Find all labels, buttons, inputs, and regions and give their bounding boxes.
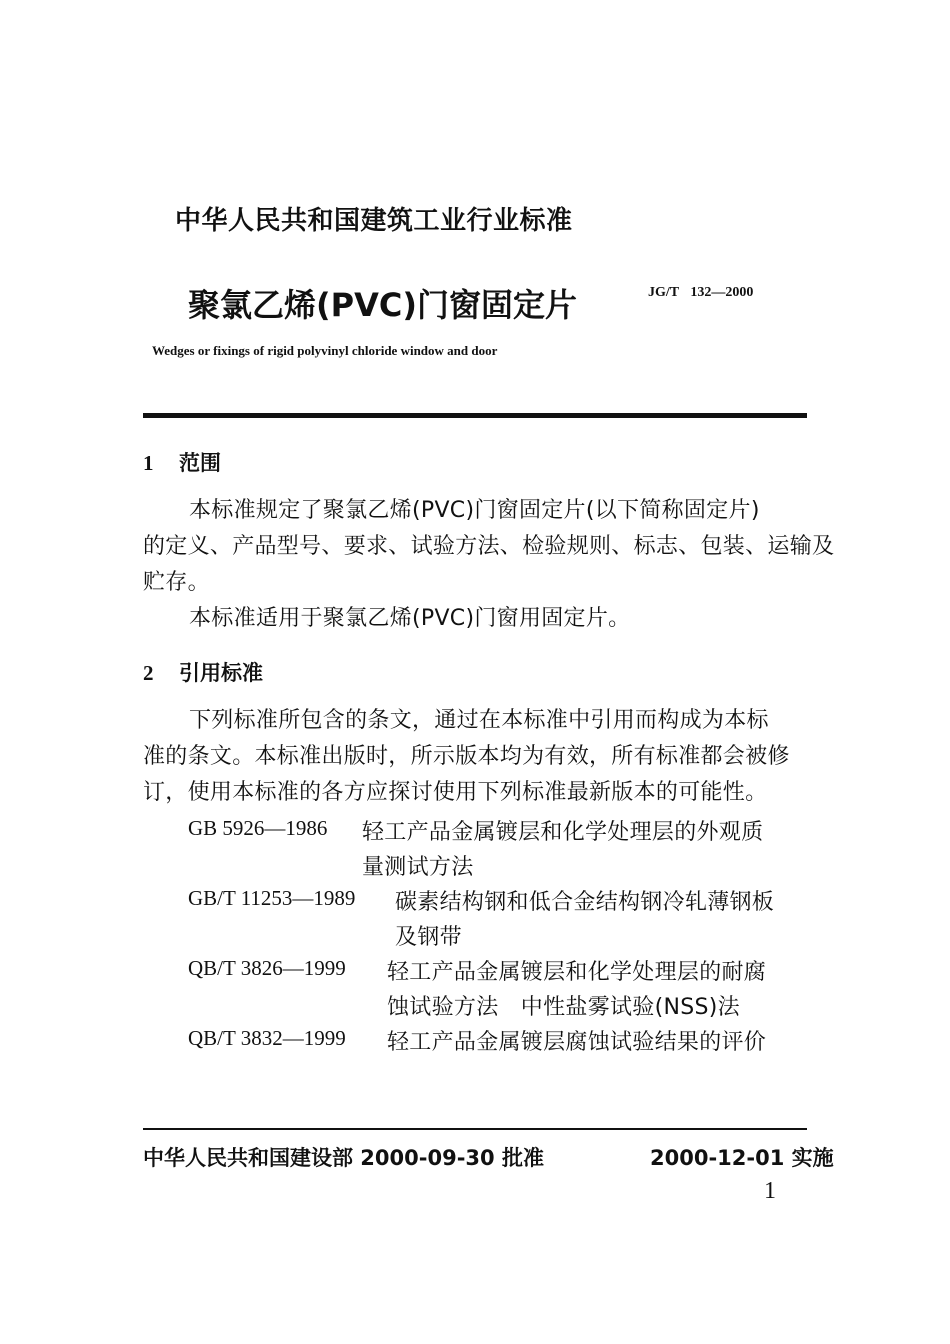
document-title: 聚氯乙烯(PVC)门窗固定片 bbox=[188, 286, 577, 324]
section-2-heading bbox=[143, 657, 263, 687]
reference-code: GB/T 11253—1989 bbox=[188, 886, 356, 910]
reference-title-cont: 蚀试验方法 中性盐雾试验(NSS)法 bbox=[387, 995, 740, 1020]
reference-title: 轻工产品金属镀层和化学处理层的耐腐 bbox=[387, 960, 767, 985]
reference-title-cont: 及钢带 bbox=[395, 925, 462, 950]
approval-statement: 中华人民共和国建设部 2000-09-30 批准 bbox=[143, 1146, 544, 1170]
organization-header: 中华人民共和国建筑工业行业标准 bbox=[175, 206, 573, 236]
section-number: 1 bbox=[143, 451, 154, 475]
reference-title-cont: 量测试方法 bbox=[362, 855, 474, 880]
section-1-heading bbox=[143, 447, 221, 477]
implementation-date: 2000-12-01 实施 bbox=[650, 1146, 834, 1170]
reference-title: 轻工产品金属镀层和化学处理层的外观质 bbox=[362, 820, 764, 845]
section-1-paragraph bbox=[143, 493, 835, 637]
standard-code: JG/T 132—2000 bbox=[648, 285, 754, 300]
section-2-paragraph bbox=[143, 703, 807, 811]
footer-divider bbox=[143, 1128, 807, 1130]
english-title: Wedges or fixings of rigid polyvinyl chloride window and door bbox=[152, 343, 498, 358]
reference-title: 碳素结构钢和低合金结构钢冷轧薄钢板 bbox=[395, 890, 775, 915]
paragraph-line: 本标准规定了聚氯乙烯(PVC)门窗固定片(以下简称固定片) bbox=[189, 498, 760, 523]
section-title: 引用标准 bbox=[179, 661, 263, 685]
paragraph-line: 贮存。 bbox=[143, 570, 210, 595]
section-title: 范围 bbox=[179, 451, 221, 475]
paragraph-line: 的定义、产品型号、要求、试验方法、检验规则、标志、包装、运输及 bbox=[143, 534, 835, 559]
paragraph-line: 准的条文。本标准出版时，所示版本均为有效，所有标准都会被修 bbox=[143, 744, 790, 769]
section-number: 2 bbox=[143, 661, 154, 685]
reference-title: 轻工产品金属镀层腐蚀试验结果的评价 bbox=[387, 1030, 767, 1055]
reference-code: QB/T 3832—1999 bbox=[188, 1026, 346, 1050]
page-number: 1 bbox=[764, 1178, 776, 1204]
reference-code: QB/T 3826—1999 bbox=[188, 956, 346, 980]
paragraph-line: 订，使用本标准的各方应探讨使用下列标准最新版本的可能性。 bbox=[143, 780, 768, 805]
paragraph-line: 下列标准所包含的条文，通过在本标准中引用而构成为本标 bbox=[189, 708, 769, 733]
paragraph-line: 本标准适用于聚氯乙烯(PVC)门窗用固定片。 bbox=[189, 606, 631, 631]
reference-code: GB 5926—1986 bbox=[188, 816, 328, 840]
header-divider bbox=[143, 413, 807, 418]
